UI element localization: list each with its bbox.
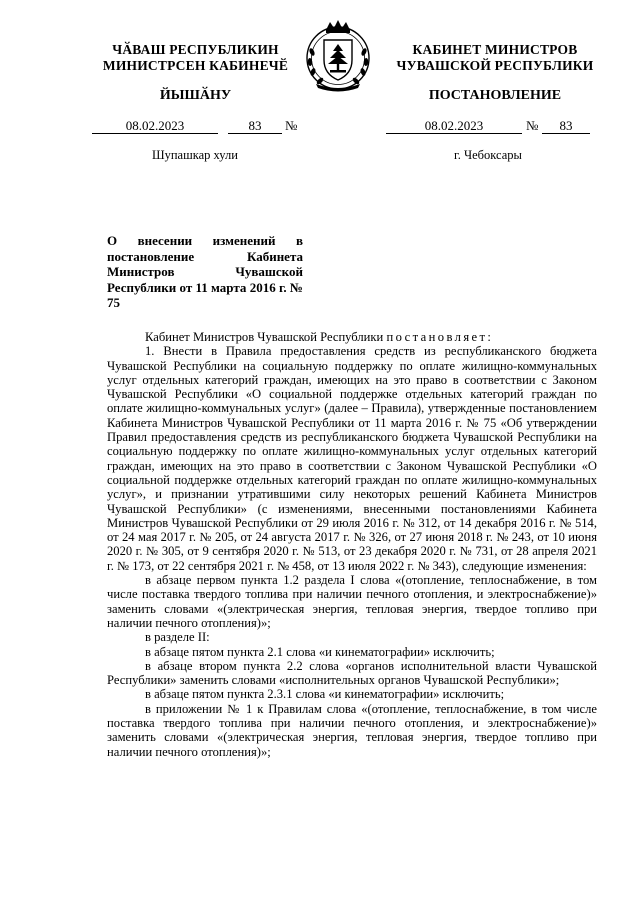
- body-paragraph-7: в приложении № 1 к Правилам слова «(отопление, теплоснабжение, в том числе поставка твердого топлива при наличии печного отопления, и электроснабжение)» заменить словами «(электрическая энергия, тепловая энергия, твердое топливо при наличии печного отопления)»;: [107, 701, 597, 759]
- body-lead-prefix: Кабинет Министров Чувашской Республики: [145, 330, 387, 344]
- left-number-sign: №: [285, 118, 298, 133]
- doctype-right: ПОСТАНОВЛЕНИЕ: [428, 88, 562, 103]
- body-paragraph-6: в абзаце пятом пункта 2.3.1 слова «и кинематографии» исключить;: [145, 687, 505, 702]
- body-paragraph-3: в разделе II:: [145, 630, 210, 645]
- document-body: [107, 330, 597, 759]
- header-left-line1: ЧӐВАШ РЕСПУБЛИКИН: [112, 42, 279, 57]
- body-lead: [107, 330, 597, 344]
- body-paragraph-5: в абзаце втором пункта 2.2 слова «органов исполнительной власти Чувашской Республики» заменить словами «исполнительных органов Чувашской Республики»;: [107, 658, 597, 688]
- left-number: 83: [228, 118, 282, 134]
- header-right: [376, 42, 614, 74]
- coat-of-arms-icon: [302, 18, 374, 94]
- body-paragraph-2: в абзаце первом пункта 1.2 раздела I слова «(отопление, теплоснабжение, в том числе поставка твердого топлива при наличии печного отопления, и электроснабжение)» заменить словами «(электрическая энергия, тепловая энергия, твердое топливо при наличии печного отопления)»;: [107, 573, 597, 630]
- body-paragraph-4: в абзаце пятом пункта 2.1 слова «и кинематографии» исключить;: [145, 644, 495, 659]
- place-left: Шупашкар хули: [152, 148, 238, 162]
- right-number-sign: №: [526, 118, 539, 133]
- left-date: 08.02.2023: [92, 118, 218, 134]
- body-paragraph-1: 1. Внести в Правила предоставления средств из республиканского бюджета Чувашской Республики на социальную поддержку по оплате жилищно-коммунальных услуг отдельных категорий граждан, имеющих на это право в соответствии с Законом Чувашской Республики «О социальной поддержке отдельных категорий граждан по оплате жилищно-коммунальных услуг» (далее – Правила), утвержденные постановлением Кабинета Министров Чувашской Республики от 11 марта 2016 г. № 75 «Об утверждении Правил предоставления средств из республиканского бюджета Чувашской Республики на социальную поддержку по оплате жилищно-коммунальных услуг отдельных категорий граждан, имеющих на это право в соответствии с Законом Чувашской Республики «О социальной поддержке отдельных категорий граждан по оплате жилищно-коммунальных услуг», и признании утратившими силу некоторых решений Кабинета Министров Чувашской Республики» (с изменениями, внесенными постановлениями Кабинета Министров Чувашской Республики от 29 июля 2016 г. № 312, от 14 декабря 2016 г. № 514, от 24 мая 2017 г. № 205, от 24 августа 2017 г. № 326, от 27 июня 2018 г. № 243, от 10 июня 2020 г. № 305, от 9 сентября 2020 г. № 513, от 23 декабря 2020 г. № 731, от 28 апреля 2021 г. № 173, от 22 сентября 2021 г. № 458, от 13 июля 2022 г. № 343), следующие изменения:: [107, 344, 597, 573]
- header-left-line2: МИНИСТРСЕН КАБИНЕЧӖ: [102, 58, 289, 73]
- doctype-left: ЙЫШӐНУ: [159, 88, 232, 103]
- right-date: 08.02.2023: [386, 118, 522, 134]
- header-right-line2: ЧУВАШСКОЙ РЕСПУБЛИКИ: [396, 58, 594, 73]
- header-right-line1: КАБИНЕТ МИНИСТРОВ: [412, 42, 578, 57]
- body-lead-verb: постановляет:: [386, 330, 494, 344]
- place-right: г. Чебоксары: [454, 148, 522, 162]
- document-title: О внесении изменений в постановление Кабинета Министров Чувашской Республики от 11 марта 2016 г. № 75: [107, 233, 303, 310]
- header-left: [88, 42, 303, 74]
- right-number: 83: [542, 118, 590, 134]
